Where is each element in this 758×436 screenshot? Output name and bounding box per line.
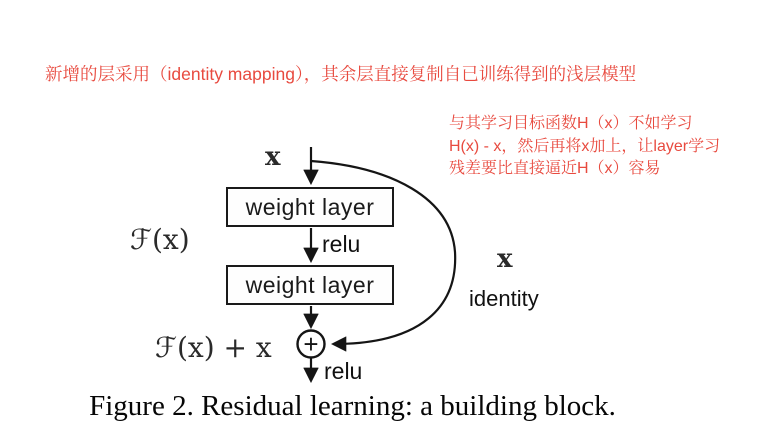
- relu-label-out: relu: [324, 358, 363, 384]
- weight-layer-label: weight layer: [245, 271, 375, 298]
- addition-node-icon: [298, 329, 325, 359]
- annotation-side-line: 残差要比直接逼近H（x）容易: [449, 160, 661, 177]
- output-sum-label: ℱ(x) + x: [155, 331, 272, 364]
- plus-symbol: +: [303, 329, 319, 359]
- annotation-side-line: H(x) - x，然后再将x加上，让layer学习: [449, 137, 721, 155]
- residual-function-label: ℱ(x): [130, 223, 190, 256]
- identity-label: identity: [469, 286, 539, 311]
- weight-layer-box-2: [226, 265, 394, 305]
- identity-x-label: x: [497, 244, 513, 274]
- weight-layer-box-1: [226, 187, 394, 227]
- weight-layer-label: weight layer: [245, 193, 375, 220]
- input-x-label: x: [265, 142, 281, 172]
- annotation-side-line: 与其学习目标函数H（x）不如学习: [449, 115, 693, 132]
- figure-caption: Figure 2. Residual learning: a building block.: [89, 390, 616, 422]
- annotation-top: 新增的层采用（identity mapping），其余层直接复制自已训练得到的浅层模型: [45, 64, 637, 84]
- relu-label-mid: relu: [322, 231, 361, 257]
